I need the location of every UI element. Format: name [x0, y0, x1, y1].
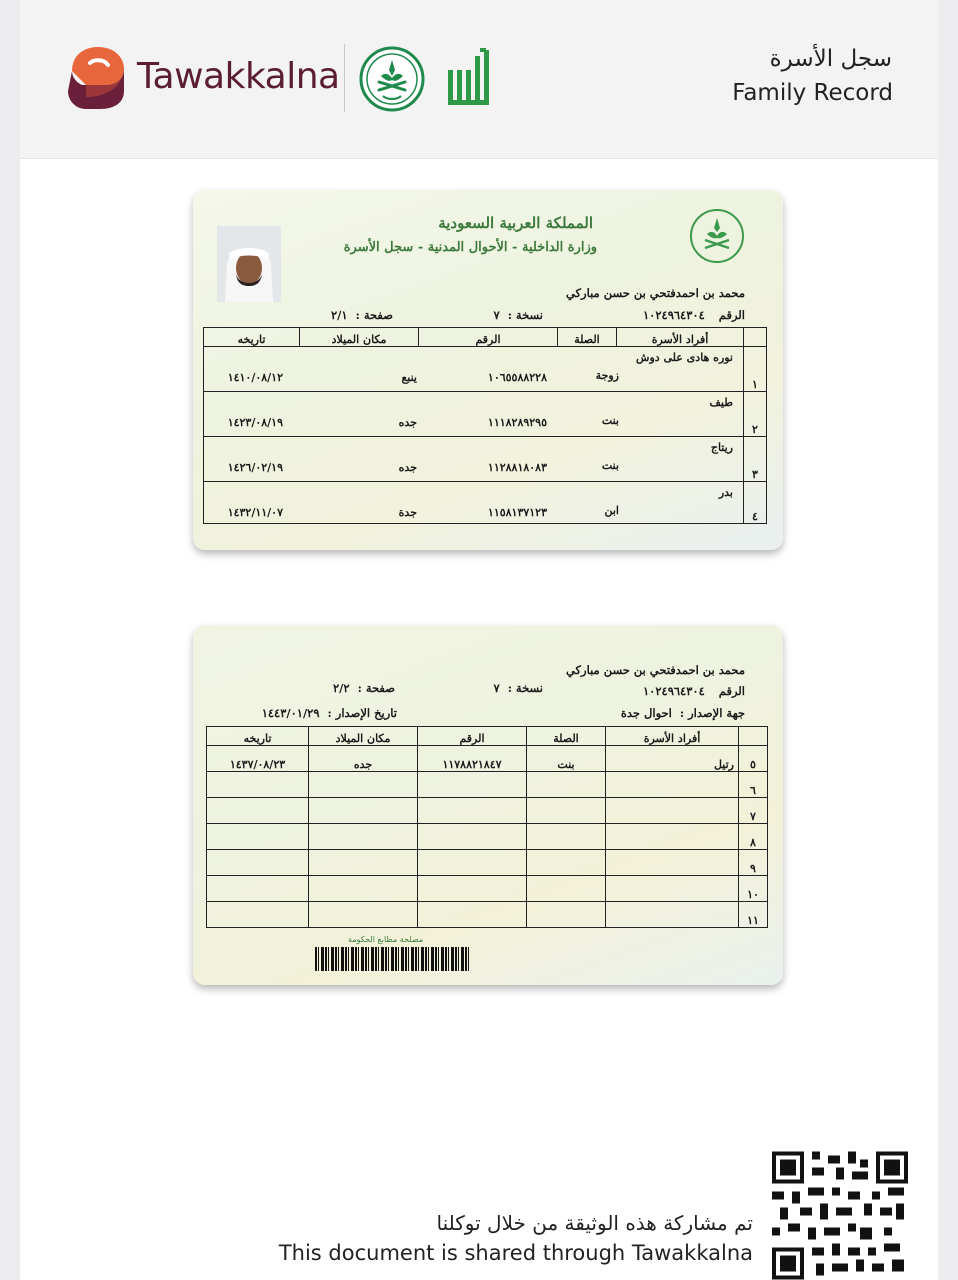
member-relation: بنت — [527, 746, 606, 772]
barcode — [315, 947, 471, 971]
member-relation — [527, 772, 606, 798]
member-birthplace: جده — [398, 461, 417, 474]
table-row — [204, 392, 767, 437]
member-name — [606, 876, 739, 902]
copy-label: نسخة : — [507, 308, 543, 322]
member-birthplace — [309, 772, 418, 798]
row-index: ١٠ — [739, 876, 768, 902]
row-index: ٤ — [744, 482, 767, 524]
row-index: ١١ — [739, 902, 768, 928]
family-card-back — [193, 625, 783, 985]
member-birthplace — [309, 902, 418, 928]
member-relation — [527, 876, 606, 902]
qr-code-icon — [772, 1151, 908, 1280]
col-birthdate: تاريخه — [207, 727, 309, 746]
member-birthplace — [309, 824, 418, 850]
table-row — [207, 798, 768, 824]
member-number — [418, 798, 527, 824]
copy-value: ٧ — [493, 681, 500, 695]
row-body — [204, 347, 744, 392]
table-row — [204, 347, 767, 392]
table-row — [207, 772, 768, 798]
printer-label: مصلحة مطابع الحكومة — [348, 935, 424, 944]
col-number: الرقم — [418, 727, 527, 746]
person-photo-icon — [217, 226, 281, 302]
issuer-label: جهة الإصدار : — [679, 706, 745, 720]
family-table-back — [206, 726, 768, 928]
number-label: الرقم — [718, 308, 745, 322]
table-row — [207, 746, 768, 772]
member-number — [418, 876, 527, 902]
page-row — [333, 681, 395, 695]
member-birthplace: جدة — [398, 506, 417, 519]
issue-date-row — [262, 706, 397, 720]
issuer-value: احوال جدة — [620, 706, 672, 720]
member-birthdate — [207, 798, 309, 824]
page-value: ٢/١ — [331, 308, 348, 322]
holder-name: محمد بن احمدفتحي بن حسن مباركي — [565, 663, 745, 677]
member-birthdate: ١٤٣٢/١١/٠٧ — [227, 506, 283, 519]
number-row — [643, 308, 745, 322]
number-label: الرقم — [718, 684, 745, 698]
member-relation: بنت — [601, 414, 619, 427]
ministry-seal-icon — [687, 208, 747, 264]
member-birthplace — [309, 876, 418, 902]
member-number: ١٠٦٥٥٨٨٢٢٨ — [487, 371, 547, 384]
member-birthdate — [207, 824, 309, 850]
row-index: ٧ — [739, 798, 768, 824]
absher-logo-icon — [444, 46, 494, 112]
row-body — [204, 482, 744, 524]
col-number: الرقم — [419, 328, 558, 347]
page-title-arabic: سجل الأسرة — [769, 46, 892, 72]
row-index: ٢ — [744, 392, 767, 437]
member-relation — [527, 850, 606, 876]
page-title-english: Family Record — [732, 80, 893, 106]
member-number — [418, 850, 527, 876]
member-name: بدر — [718, 486, 733, 499]
row-index: ١ — [744, 347, 767, 392]
member-relation: زوجة — [595, 369, 619, 382]
table-header-row — [204, 328, 767, 347]
index-header — [744, 328, 767, 347]
col-birthplace: مكان الميلاد — [300, 328, 419, 347]
member-name: ريتاج — [710, 441, 733, 454]
member-birthdate — [207, 902, 309, 928]
page-row — [331, 308, 393, 322]
tawakkalna-logo-icon — [64, 45, 126, 111]
member-birthplace: جده — [309, 746, 418, 772]
footer-shared-arabic: تم مشاركة هذه الوثيقة من خلال توكلنا — [436, 1211, 753, 1235]
col-birthplace: مكان الميلاد — [309, 727, 418, 746]
page-label: صفحة : — [357, 681, 395, 695]
member-birthplace — [309, 798, 418, 824]
member-birthdate: ١٤١٠/٠٨/١٢ — [227, 371, 283, 384]
col-members: أفراد الأسرة — [617, 328, 744, 347]
footer-shared-english: This document is shared through Tawakkalna — [278, 1241, 753, 1265]
member-name — [606, 850, 739, 876]
row-index: ٨ — [739, 824, 768, 850]
kingdom-heading: المملكة العربية السعودية — [438, 214, 593, 232]
member-name — [606, 798, 739, 824]
member-birthdate: ١٤٢٦/٠٢/١٩ — [227, 461, 283, 474]
saudi-emblem-icon — [359, 46, 425, 112]
col-relation: الصلة — [527, 727, 606, 746]
table-header-row — [207, 727, 768, 746]
member-number — [418, 902, 527, 928]
copy-label: نسخة : — [507, 681, 543, 695]
table-row — [207, 902, 768, 928]
member-number: ١١٧٨٨٢١٨٤٧ — [418, 746, 527, 772]
issue-date-value: ١٤٤٣/٠١/٢٩ — [261, 706, 320, 720]
issue-date-label: تاريخ الإصدار : — [327, 706, 397, 720]
member-number: ١١١٨٢٨٩٢٩٥ — [487, 416, 547, 429]
row-body — [204, 392, 744, 437]
member-relation: ابن — [604, 504, 619, 517]
row-index: ٩ — [739, 850, 768, 876]
page-value: ٢/٢ — [333, 681, 350, 695]
table-row — [207, 850, 768, 876]
member-relation — [527, 824, 606, 850]
index-header — [739, 727, 768, 746]
number-value: ١٠٢٤٩٦٤٣٠٤ — [643, 684, 705, 698]
member-number — [418, 772, 527, 798]
member-birthdate: ١٤٢٣/٠٨/١٩ — [227, 416, 283, 429]
header-divider — [344, 44, 345, 112]
col-birthdate: تاريخه — [204, 328, 300, 347]
family-table-front — [203, 327, 767, 524]
table-row — [204, 437, 767, 482]
member-relation — [527, 902, 606, 928]
col-members: أفراد الأسرة — [606, 727, 739, 746]
copy-value: ٧ — [493, 308, 500, 322]
holder-photo — [217, 226, 281, 302]
member-relation — [527, 798, 606, 824]
holder-name: محمد بن احمدفتحي بن حسن مباركي — [565, 286, 745, 300]
row-index: ٦ — [739, 772, 768, 798]
member-name — [606, 824, 739, 850]
row-body — [204, 437, 744, 482]
member-birthdate — [207, 876, 309, 902]
member-birthdate: ١٤٣٧/٠٨/٢٣ — [207, 746, 309, 772]
member-birthdate — [207, 772, 309, 798]
member-birthplace — [309, 850, 418, 876]
member-number: ١١٢٨٨١٨٠٨٣ — [487, 461, 547, 474]
table-row — [207, 876, 768, 902]
member-relation: بنت — [601, 459, 619, 472]
brand-name: Tawakkalna — [137, 56, 340, 97]
family-card-front — [193, 190, 783, 550]
member-birthplace: جده — [398, 416, 417, 429]
copy-row — [493, 308, 543, 322]
member-number — [418, 824, 527, 850]
table-row — [204, 482, 767, 524]
page-label: صفحة : — [355, 308, 393, 322]
copy-row — [493, 681, 543, 695]
issuer-row — [621, 706, 745, 720]
col-relation: الصلة — [558, 328, 617, 347]
row-index: ٣ — [744, 437, 767, 482]
member-birthplace: ينبع — [401, 371, 417, 384]
number-value: ١٠٢٤٩٦٤٣٠٤ — [643, 308, 705, 322]
number-row — [643, 684, 745, 698]
member-name: طيف — [709, 396, 733, 409]
member-number: ١١٥٨١٣٧١٢٣ — [487, 506, 547, 519]
ministry-heading: وزارة الداخلية - الأحوال المدنية - سجل الأسرة — [343, 240, 597, 255]
member-name — [606, 772, 739, 798]
member-name: نوره هادى على دوش — [636, 351, 733, 364]
table-row — [207, 824, 768, 850]
member-birthdate — [207, 850, 309, 876]
member-name — [606, 902, 739, 928]
member-name: رتيل — [606, 746, 739, 772]
row-index: ٥ — [739, 746, 768, 772]
